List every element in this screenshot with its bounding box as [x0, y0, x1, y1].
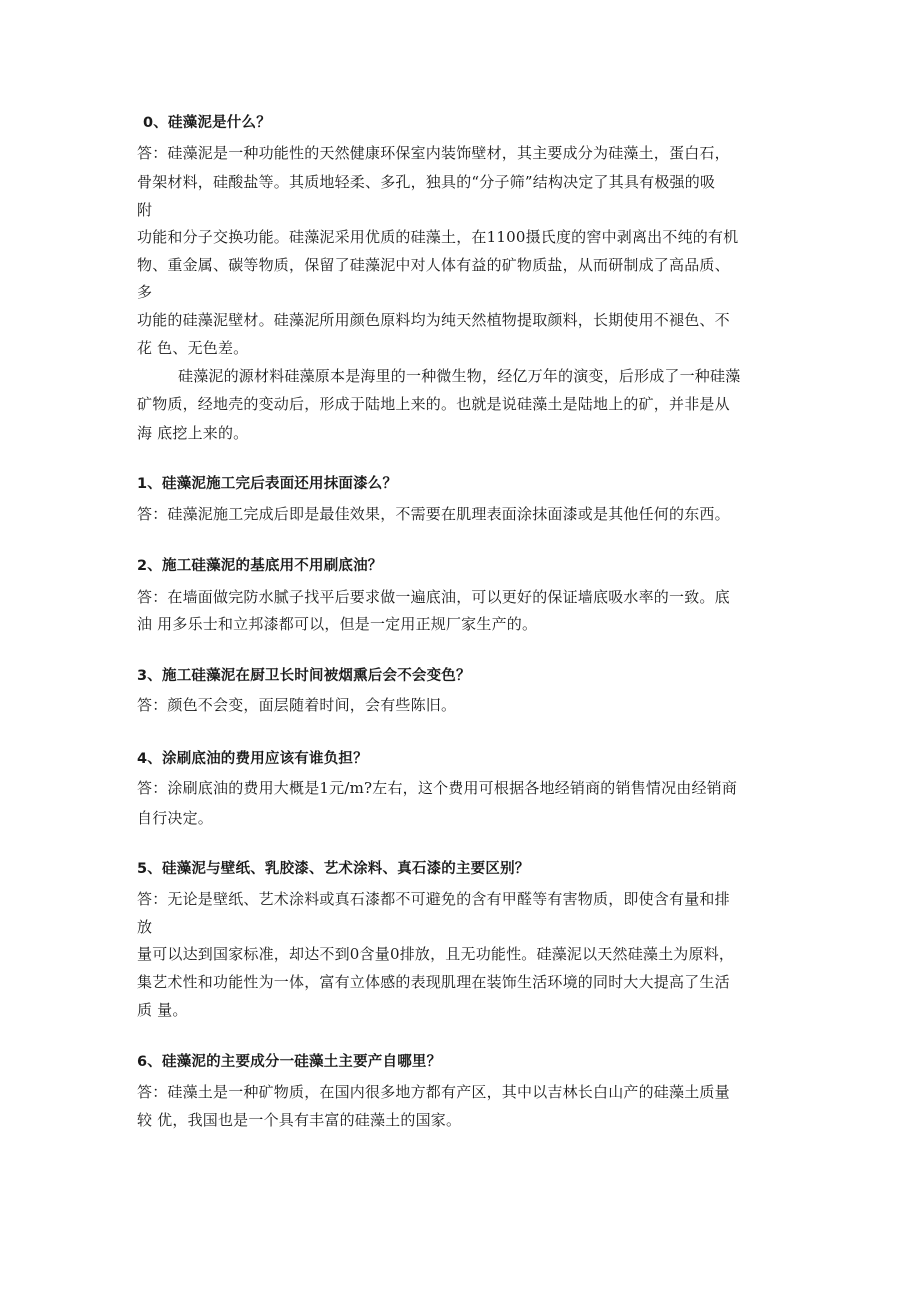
faq-answer-line: 答：硅藻土是一种矿物质，在国内很多地方都有产区，其中以吉林长白山产的硅藻土质量	[137, 1083, 730, 1101]
faq-answer-line: 海 底挖上来的。	[137, 424, 249, 442]
faq-answer-line: 骨架材料，硅酸盐等。其质地轻柔、多孔，独具的“分子筛”结构决定了其具有极强的吸	[137, 173, 716, 191]
faq-answer-line: 答：无论是壁纸、艺术涂料或真石漆都不可避免的含有甲醛等有害物质，即使含有量和排	[137, 890, 730, 908]
faq-question: 0、硅藻泥是什么？	[143, 115, 271, 131]
faq-answer-line: 矿物质，经地壳的变动后，形成于陆地上来的。也就是说硅藻土是陆地上的矿，并非是从	[137, 395, 730, 413]
faq-answer-line: 物、重金属、碳等物质，保留了硅藻泥中对人体有益的矿物质盐，从而研制成了高品质、	[137, 256, 730, 274]
faq-answer-line: 自行决定。	[137, 809, 214, 827]
faq-answer-line: 功能的硅藻泥壁材。硅藻泥所用颜色原料均为纯天然植物提取颜料，长期使用不褪色、不	[137, 311, 730, 329]
faq-question: 2、施工硅藻泥的基底用不用刷底油？	[137, 558, 383, 574]
faq-answer-line: 答：在墙面做完防水腻子找平后要求做一遍底油，可以更好的保证墙底吸水率的一致。底	[137, 588, 730, 606]
faq-answer-line: 放	[137, 918, 153, 936]
faq-answer-line: 花 色、无色差。	[137, 339, 249, 357]
faq-answer-line: 集艺术性和功能性为一体，富有立体感的表现肌理在装饰生活环境的同时大大提高了生活	[137, 973, 730, 991]
faq-answer-line: 答：颜色不会变，面层随着时间，会有些陈旧。	[137, 696, 457, 714]
faq-answer-line: 功能和分子交换功能。硅藻泥采用优质的硅藻土，在1100摄氏度的窖中剥离出不纯的有机	[137, 228, 739, 246]
faq-answer-line: 质 量。	[137, 1001, 188, 1019]
faq-answer-line: 附	[137, 201, 153, 219]
faq-answer-line: 答：硅藻泥施工完成后即是最佳效果，不需要在肌理表面涂抹面漆或是其他任何的东西。	[137, 505, 730, 523]
faq-question: 4、涂刷底油的费用应该有谁负担？	[137, 751, 368, 767]
faq-question: 6、硅藻泥的主要成分一硅藻土主要产自哪里？	[137, 1054, 442, 1070]
faq-answer-line: 量可以达到国家标准，却达不到0含量0排放，且无功能性。硅藻泥以天然硅藻土为原料，	[137, 945, 735, 963]
faq-answer-line: 较 优，我国也是一个具有丰富的硅藻土的国家。	[137, 1111, 462, 1129]
faq-question: 1、硅藻泥施工完后表面还用抹面漆么？	[137, 476, 398, 492]
faq-question: 5、硅藻泥与壁纸、乳胶漆、艺术涂料、真石漆的主要区别？	[137, 861, 530, 877]
faq-answer-line: 多	[137, 283, 153, 301]
faq-answer-line: 答：涂刷底油的费用大概是1元/m?左右，这个费用可根据各地经销商的销售情况由经销商	[137, 779, 738, 797]
faq-answer-line: 答：硅藻泥是一种功能性的天然健康环保室内装饰壁材，其主要成分为硅藻土，蛋白石，	[137, 144, 730, 162]
faq-question: 3、施工硅藻泥在厨卫长时间被烟熏后会不会变色？	[137, 668, 471, 684]
faq-answer-line: 油 用多乐士和立邦漆都可以，但是一定用正规厂家生产的。	[137, 615, 538, 633]
faq-answer-line: 硅藻泥的源材料硅藻原本是海里的一种微生物，经亿万年的演变，后形成了一种硅藻	[178, 367, 741, 385]
